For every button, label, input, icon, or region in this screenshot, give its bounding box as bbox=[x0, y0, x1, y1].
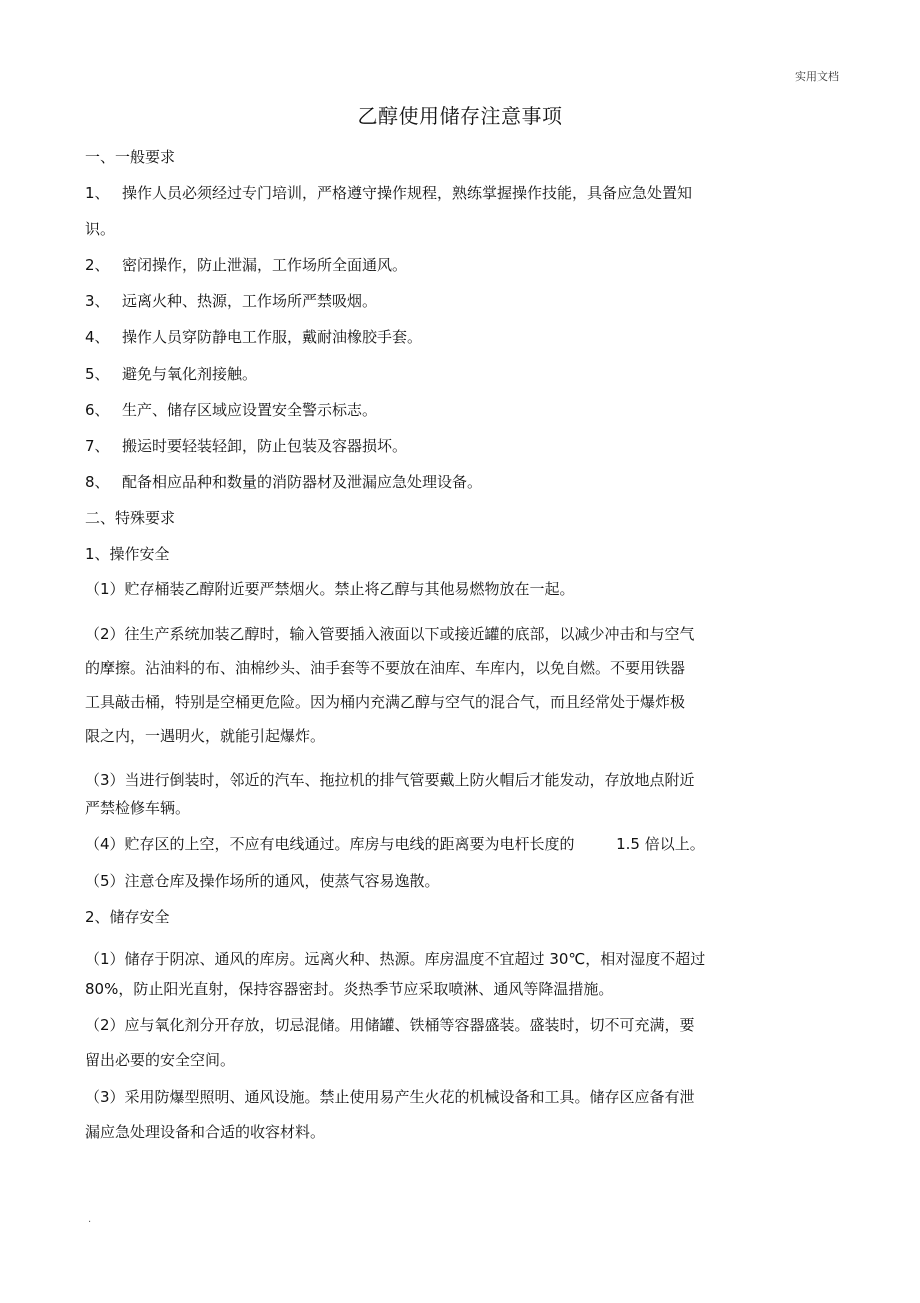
item-text: 搬运时要轻装轻卸，防止包装及容器损坏。 bbox=[122, 437, 408, 455]
footer-mark: . bbox=[88, 1214, 92, 1225]
item-number: 4、 bbox=[85, 328, 110, 346]
paragraph-line: 80%，防止阳光直射，保持容器密封。炎热季节应采取喷淋、通风等降温措施。 bbox=[85, 980, 614, 998]
item-text: 远离火种、热源，工作场所严禁吸烟。 bbox=[122, 292, 378, 310]
document-title: 乙醇使用储存注意事项 bbox=[357, 104, 563, 128]
item-number: 8、 bbox=[85, 473, 110, 491]
list-item bbox=[85, 399, 377, 421]
paragraph-line: （1）贮存桶装乙醇附近要严禁烟火。禁止将乙醇与其他易燃物放在一起。 bbox=[85, 580, 575, 598]
item-number: 1、 bbox=[85, 184, 110, 202]
page-header-label: 实用文档 bbox=[795, 70, 839, 83]
subsection-heading-storage-safety: 2、储存安全 bbox=[85, 908, 170, 926]
list-item bbox=[85, 363, 257, 385]
list-item bbox=[85, 326, 422, 348]
paragraph-line: 的摩擦。沾油料的布、油棉纱头、油手套等不要放在油库、车库内，以免自燃。不要用铁器 bbox=[85, 659, 686, 677]
paragraph-line: （2）往生产系统加装乙醇时，输入管要插入液面以下或接近罐的底部，以减少冲击和与空气 bbox=[85, 625, 695, 643]
item-text: 避免与氧化剂接触。 bbox=[122, 365, 258, 383]
item-text: 操作人员必须经过专门培训，严格遵守操作规程，熟练掌握操作技能，具备应急处置知 bbox=[122, 184, 693, 202]
section-heading-special: 二、特殊要求 bbox=[85, 509, 176, 527]
paragraph-text: （4）贮存区的上空，不应有电线通过。库房与电线的距离要为电杆长度的 bbox=[85, 835, 575, 853]
paragraph-line: （2）应与氧化剂分开存放，切忌混储。用储罐、铁桶等容器盛装。盛装时，切不可充满，要 bbox=[85, 1016, 695, 1034]
paragraph-line bbox=[85, 833, 705, 855]
list-item bbox=[85, 290, 377, 312]
paragraph-line: （3）采用防爆型照明、通风设施。禁止使用易产生火花的机械设备和工具。储存区应备有泄 bbox=[85, 1088, 695, 1106]
item-number: 7、 bbox=[85, 437, 110, 455]
paragraph-line: （1）储存于阴凉、通风的库房。远离火种、热源。库房温度不宜超过 30℃，相对湿度不超过 bbox=[85, 950, 706, 968]
paragraph-line: 工具敲击桶，特别是空桶更危险。因为桶内充满乙醇与空气的混合气，而且经常处于爆炸极 bbox=[85, 693, 686, 711]
paragraph-line: 严禁检修车辆。 bbox=[85, 799, 191, 817]
paragraph-line: （5）注意仓库及操作场所的通风，使蒸气容易逸散。 bbox=[85, 872, 440, 890]
paragraph-line: 留出必要的安全空间。 bbox=[85, 1051, 236, 1069]
paragraph-text-tail: 1.5 倍以上。 bbox=[616, 835, 705, 853]
list-item bbox=[85, 435, 407, 457]
list-item bbox=[85, 254, 407, 276]
item-text: 密闭操作，防止泄漏，工作场所全面通风。 bbox=[122, 256, 408, 274]
item-number: 5、 bbox=[85, 365, 110, 383]
section-heading-general: 一、一般要求 bbox=[85, 148, 176, 166]
list-item bbox=[85, 471, 482, 493]
item-number: 3、 bbox=[85, 292, 110, 310]
item-text: 生产、储存区域应设置安全警示标志。 bbox=[122, 401, 378, 419]
item-number: 6、 bbox=[85, 401, 110, 419]
list-item bbox=[85, 182, 692, 204]
item-text: 操作人员穿防静电工作服，戴耐油橡胶手套。 bbox=[122, 328, 423, 346]
item-text-continuation: 识。 bbox=[85, 220, 116, 238]
item-text: 配备相应品种和数量的消防器材及泄漏应急处理设备。 bbox=[122, 473, 483, 491]
item-number: 2、 bbox=[85, 256, 110, 274]
subsection-heading-operation-safety: 1、操作安全 bbox=[85, 545, 170, 563]
paragraph-line: （3）当进行倒装时，邻近的汽车、拖拉机的排气管要戴上防火帽后才能发动，存放地点附近 bbox=[85, 771, 695, 789]
paragraph-line: 限之内，一遇明火，就能引起爆炸。 bbox=[85, 727, 326, 745]
paragraph-line: 漏应急处理设备和合适的收容材料。 bbox=[85, 1123, 326, 1141]
